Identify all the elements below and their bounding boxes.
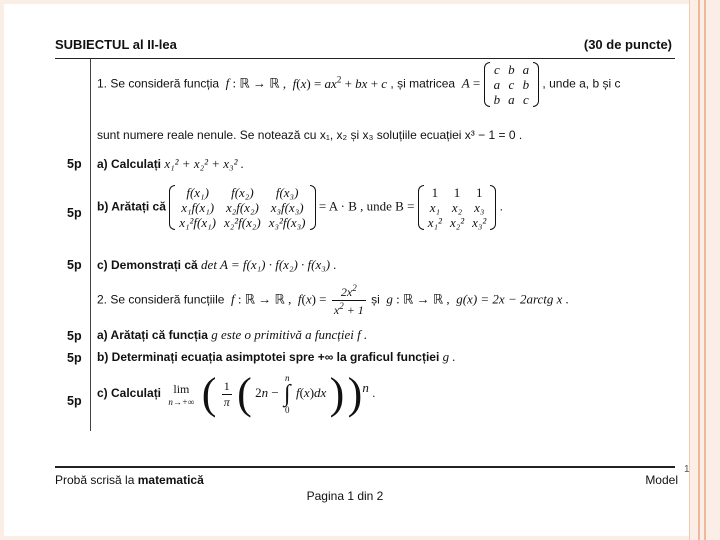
problem2-intro-text-b: și: [371, 292, 380, 307]
item-1c: [97, 257, 337, 273]
problem2-intro-text-a: 2. Se consideră funcțiile: [97, 292, 225, 307]
fraction-f2: $\frac{2x^2}{x^2 + 1}$: [333, 283, 364, 317]
points-1a: 5p: [67, 157, 82, 171]
item-1a-expr: x₁² + x₂² + x₃² .: [164, 156, 244, 171]
points-2b: 5p: [67, 351, 82, 365]
problem2-intro: [97, 283, 569, 318]
item-2a-expr: g este o primitivă a funcției f .: [211, 327, 368, 342]
item-1a-label: a) Calculați: [97, 157, 162, 171]
points-2a: 5p: [67, 329, 82, 343]
function-f-def: , $f(x) = ax^2$ + bx + c: [282, 74, 388, 91]
points-2c: 5p: [67, 394, 82, 408]
inner-left-paren: (: [237, 369, 252, 418]
footer-subject: matematică: [137, 473, 204, 487]
function-g-def: g(x) = 2x − 2arctg x .: [456, 291, 569, 307]
fraction-1-over-pi: $\frac{1}{\pi}$: [223, 378, 230, 409]
section-points: (30 de puncte): [583, 37, 672, 52]
item-1c-expr: det A = f(x₁) · f(x₂) · f(x₃) .: [201, 257, 337, 272]
right-paren: ): [347, 369, 363, 418]
points-column-rule: [90, 59, 91, 431]
problem1-intro-text-b: , și matricea: [390, 76, 456, 91]
function-g-domain: g : ℝ → ℝ ,: [386, 291, 453, 307]
exponent-n: n: [362, 380, 369, 396]
expr-2n: 2n −: [255, 385, 279, 401]
item-2a: [97, 327, 367, 343]
footer-rule: [55, 466, 675, 468]
item-2b-label: b) Determinați ecuația asimptotei spre +∞ la graficul funcției: [97, 350, 440, 364]
item-1a: [97, 156, 244, 172]
matrix-b: 1 1 1 x₁ x₂ x₃ x₁² x₂² x₃²: [418, 185, 497, 230]
slide-border-right: [689, 0, 720, 540]
footer-left: [55, 473, 204, 487]
header-rule: [55, 58, 675, 59]
matrix-f-values: f(x₁) f(x₂) f(x₃) x₁f(x₁) x₂f(x₂) x₃f(x₃) x₁²f(x₁) x₂²f(x₂) x₃²f(x₃): [169, 185, 315, 230]
item-2c: [97, 369, 376, 418]
points-1b: 5p: [67, 206, 82, 220]
item-2b-expr: g .: [442, 349, 456, 364]
problem1-intro-text-a: 1. Se consideră funcția: [97, 76, 220, 91]
item-1b-tail: .: [499, 199, 503, 214]
page-number: Pagina 1 din 2: [306, 489, 384, 503]
item-2b: [97, 349, 456, 365]
footer-right: Model: [645, 473, 678, 487]
section-title: SUBIECTUL al II-lea: [55, 37, 177, 52]
points-1c: 5p: [67, 258, 82, 272]
integral: n ∫ 0: [284, 373, 291, 415]
footer-left-text: Probă scrisă la: [55, 473, 135, 487]
item-1b-label: b) Arătați că: [97, 199, 166, 214]
item-2c-label: c) Calculați: [97, 386, 162, 401]
integrand: f(x)dx: [295, 385, 327, 401]
left-paren: (: [201, 369, 217, 418]
inner-right-paren: ): [329, 369, 345, 418]
item-1c-label: c) Demonstrați că: [97, 258, 198, 272]
problem1-intro-text-c: , unde a, b și c: [542, 76, 621, 91]
matrix-a-label: A =: [461, 75, 481, 91]
function-f-domain: f : ℝ → ℝ: [225, 75, 280, 91]
limit-operator: lim n→+∞: [168, 381, 195, 407]
problem1-line2: sunt numere reale nenule. Se notează cu x₁, x₂ și x₃ soluțiile ecuației x³ − 1 = 0 .: [97, 128, 523, 142]
slide-number: 1: [684, 464, 690, 475]
item-2a-label: a) Arătați că funcția: [97, 328, 208, 342]
problem1-intro: [97, 62, 620, 107]
item-1b-equals: = A · B , unde B =: [318, 198, 415, 214]
item-2c-tail: .: [372, 386, 376, 401]
item-1b: [97, 185, 503, 230]
matrix-a: c b a a c b b a c: [484, 62, 540, 107]
function-f2-def: f : ℝ → ℝ , f(x) =: [231, 291, 327, 307]
